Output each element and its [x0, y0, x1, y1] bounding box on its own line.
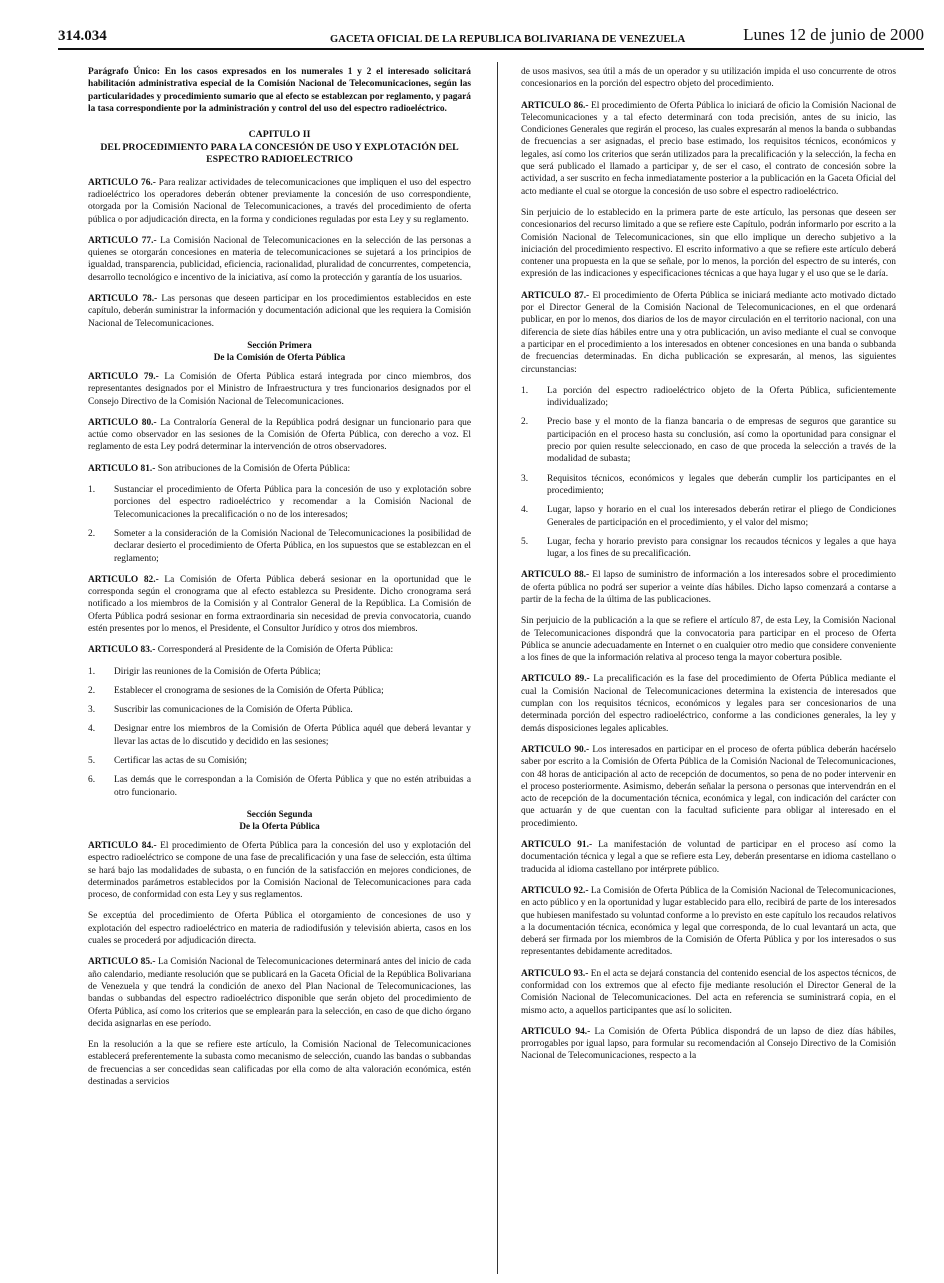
- article-label: ARTICULO 86.-: [521, 100, 589, 111]
- article-76: [88, 177, 471, 226]
- list-text: Certificar las actas de su Comisión;: [114, 756, 248, 767]
- article-label: ARTICULO 91.-: [521, 840, 593, 851]
- list-item: [88, 704, 471, 716]
- article-text: Para realizar actividades de telecomunicaciones que impliquen el uso del espectro radioeléctrico los operadores deberán obtener previamente la concesión de uso correspondiente, otorgada por la Comisión Nacional de Telecomunicaciones, a través del procedimiento de oferta pública o por adjudicación directa, en la forma y condiciones reguladas por esta Ley y su reglamento.: [88, 177, 471, 225]
- article-text: La Comisión Nacional de Telecomunicaciones determinará antes del inicio de cada año calendario, mediante resolución que se publicará en la Gaceta Oficial de la República Bolivariana de Venezuela y que tendrá la condición de anexo del Plan Nacional de Telecomunicaciones, las bandas o subbandas del espectro radioeléctrico disponible que serán objeto del procedimiento de Oferta Pública, así como los criterios que se emplearán para la selección, en caso de que dicho órgano decida asignarlas en ese período.: [88, 957, 471, 1029]
- article-81: [88, 463, 471, 475]
- article-77: [88, 235, 471, 284]
- list-number: 1.: [521, 385, 529, 396]
- list-item: [521, 416, 896, 465]
- list-item: [88, 774, 471, 799]
- list-number: 1.: [88, 485, 96, 496]
- article-88: [521, 569, 896, 606]
- article-text: En el acta se dejará constancia del contenido esencial de los aspectos técnicos, de conformidad con los extremos que al efecto fije mediante resolución el Director General de la Comisión Nacional de Telecomunicaciones. Del acta en referencia se suministrará copia, en el mismo acto, a aquellos participantes que así lo soliciten.: [521, 968, 897, 1016]
- article-text: El procedimiento de Oferta Pública se iniciará mediante acto motivado dictado por el Director General de la Comisión Nacional de Telecomunicaciones, en el que ordenará publicar, en por lo menos, dos diarios de los de mayor circulación en el territorio nacional, con una diferencia de siete días hábiles entre una y otra publicación, un aviso mediante el cual se convoque a participar en el procedimiento a los interesados en obtener concesiones en una banda o subbanda de frecuencias determinadas. En dicha publicación se expresarán, al menos, las siguientes circunstancias:: [521, 290, 896, 375]
- article-text: Las personas que deseen participar en los procedimientos establecidos en este capítulo, deberán suministrar la información y documentación adicional que les requiera la Comisión Nacional de Telecomunicaciones.: [88, 294, 471, 329]
- list-text: Sustanciar el procedimiento de Oferta Pública para la concesión de uso y explotación sobre porciones del espectro radioeléctrico y recomendar a la Comisión Nacional de Telecomunicaciones la precalificación o no de los interesados;: [114, 485, 471, 520]
- article-text: La manifestación de voluntad de participar en el proceso así como la documentación técnica y legal a que se refiere esta Ley, deberán presentarse en idioma castellano o traducida al idioma castellano por intérprete público.: [521, 840, 896, 875]
- article-85: [88, 956, 471, 1030]
- article-84: [88, 840, 471, 901]
- list-item: [88, 723, 471, 748]
- article-label: ARTICULO 94.-: [521, 1026, 591, 1037]
- chapter-number: CAPITULO II: [248, 129, 311, 141]
- list-number: 6.: [88, 775, 96, 786]
- page-number: 314.034: [58, 28, 107, 44]
- article-text: La precalificación es la fase del procedimiento de Oferta Pública mediante el cual la Comisión Nacional de Telecomunicaciones determina la existencia de interesados que cumplan con los requisitos técnicos, económicos y legales para ser concesionarios de una determinada porción del espectro radioeléctrico, conforme a las condiciones generales, la ley y demás disposiciones legales aplicables.: [521, 674, 896, 734]
- list-item: [88, 685, 471, 697]
- article-85-paragraph-2: En la resolución a la que se refiere este artículo, la Comisión Nacional de Telecomunicaciones establecerá preferentemente la subasta como mecanismo de selección, cuando las bandas o subbandas de frecuencias a ser concedidas sean calificadas por ella como de alta valoración económica, estén destinadas a servicios: [88, 1040, 471, 1088]
- article-label: ARTICULO 82.-: [88, 574, 159, 585]
- article-text: El procedimiento de Oferta Pública lo iniciará de oficio la Comisión Nacional de Telecomunicaciones y a tal efecto determinará con toda precisión, antes de su inicio, las Condiciones Generales que regirán el proceso, las cuales expresarán al menos la banda o subbandas de frecuencias a ser asignadas, el precio base estimado, los requisitos técnicos, económicos y legales, así como los criterios que serán utilizados para la precalificación y la selección, la fecha en que será publicado el llamado a participar y, de ser el caso, el contrato de concesión sobre la actividad, a ser suscrito en fecha inmediatamente posterior a la publicación en la Gaceta Oficial del acto mediante el cual se otorgue la concesión de uso sobre el espectro radioeléctrico.: [521, 100, 896, 197]
- paragraph-unico: Parágrafo Único: En los casos expresados en los numerales 1 y 2 el interesado solicitará habilitación administrativa especial de la Comisión Nacional de Telecomunicaciones, según las particularidades y procedimiento sumario que al efecto se establezcan por reglamento, y pagará la tasa correspondiente por la administración y control del uso del espectro radioeléctrico.: [88, 67, 471, 114]
- list-number: 1.: [88, 666, 96, 677]
- article-label: ARTICULO 77.-: [88, 235, 157, 246]
- article-83: [88, 644, 471, 656]
- article-label: ARTICULO 88.-: [521, 570, 590, 581]
- article-78: [88, 293, 471, 330]
- list-number: 3.: [521, 473, 529, 484]
- list-text: Las demás que le correspondan a la Comisión de Oferta Pública y que no estén atribuidas a otro funcionario.: [114, 775, 471, 798]
- article-label: ARTICULO 79.-: [88, 371, 159, 382]
- article-86: [521, 100, 896, 198]
- column-divider: [497, 62, 498, 1274]
- article-82: [88, 574, 471, 635]
- section-title: Sección Segunda: [246, 808, 313, 819]
- article-84-paragraph-2: Se exceptúa del procedimiento de Oferta Pública el otorgamiento de concesiones de uso y explotación del espectro radioeléctrico en materia de radiodifusión y televisión abierta, casos en los cuales se procederá por adjudicación directa.: [88, 911, 471, 947]
- list-text: Lugar, fecha y horario previsto para consignar los recaudos técnicos y legales a que haya lugar, a los fines de su precalificación.: [547, 536, 896, 560]
- section-heading: [88, 339, 471, 363]
- article-90: [521, 744, 896, 830]
- article-label: ARTICULO 89.-: [521, 674, 590, 685]
- article-text: La Comisión de Oferta Pública dispondrá de un lapso de diez días hábiles, prorrogables por igual lapso, para formular su recomendación al Consejo Directivo de la Comisión Nacional de Telecomunicaciones, respecto a la: [521, 1026, 896, 1062]
- list-number: 2.: [88, 685, 96, 696]
- article-label: ARTICULO 81.-: [88, 463, 156, 474]
- list-number: 4.: [521, 505, 529, 516]
- article-91: [521, 839, 896, 876]
- article-text: La Comisión de Oferta Pública estará integrada por cinco miembros, dos representantes designados por el Ministro de Infraestructura y tres funcionarios designados por el Consejo Directivo de la Comisión Nacional de Telecomunicaciones.: [88, 371, 471, 407]
- article-93: [521, 968, 896, 1017]
- list-item: [88, 484, 471, 521]
- list-number: 2.: [521, 417, 529, 428]
- article-92: [521, 885, 896, 959]
- list-item: [521, 385, 896, 410]
- list-text: La porción del espectro radioeléctrico objeto de la Oferta Pública, suficientemente individualizado;: [547, 385, 896, 409]
- gazette-title: GACETA OFICIAL DE LA REPUBLICA BOLIVARIANA DE VENEZUELA: [330, 34, 686, 45]
- article-text: Los interesados en participar en el proceso de oferta pública deberán hacérselo saber por escrito a la Comisión de Oferta Pública de la Comisión Nacional de Telecomunicaciones, con 48 horas de anticipación al acto de recepción de documentos, so pena de no poder intervenir en el proceso posteriormente. Asimismo, deberán señalar la persona o personas que intervendrán en el acto de recepción de la documentación técnica, económica y legal, con indicación del carácter con que actuarán y de que cuentan con la facultad suficiente para obligar al interesado en el procedimiento.: [521, 744, 896, 829]
- section-subtitle: De la Comisión de Oferta Pública: [213, 351, 346, 362]
- list-number: 2.: [88, 528, 96, 539]
- article-label: ARTICULO 80.-: [88, 417, 157, 428]
- article-label: ARTICULO 93.-: [521, 968, 589, 979]
- list-item: [521, 504, 896, 529]
- list-number: 4.: [88, 724, 96, 735]
- list-item: [521, 536, 896, 561]
- article-86-paragraph-2: Sin perjuicio de lo establecido en la primera parte de este artículo, las personas que deseen ser concesionarios del recurso limitado a que se refiere este Capítulo, podrán informarlo por escrito a la Comisión Nacional de Telecomunicaciones, sin que ello implique un derecho subjetivo a la iniciación del procedimiento respectivo. El escrito informativo a que se refiere este artículo deberá contener una propuesta en la que se señale, por lo menos, la porción del espectro de su interés, con expresión de las indicaciones y especificaciones técnicas a que haya lugar y el uso que se le daría.: [521, 207, 896, 280]
- list-text: Suscribir las comunicaciones de la Comisión de Oferta Pública.: [114, 705, 353, 716]
- list-text: Dirigir las reuniones de la Comisión de Oferta Pública;: [114, 666, 321, 677]
- list-item: [88, 755, 471, 767]
- article-label: ARTICULO 92.-: [521, 885, 589, 896]
- article-80: [88, 417, 471, 454]
- continued-paragraph: de usos masivos, sea útil a más de un operador y su utilización impida el uso concurrente de otros concesionarios en la porción del espectro objeto del procedimiento.: [521, 67, 896, 90]
- article-89: [521, 673, 896, 734]
- list-text: Precio base y el monto de la fianza bancaria o de empresas de seguros que garantice su participación en el proceso hasta su conclusión, así como la oportunidad para consignar el precio por quien resulte seleccionado, en caso de que proceda la selección a través de la modalidad de subasta;: [547, 417, 896, 465]
- list-text: Designar entre los miembros de la Comisión de Oferta Pública aquél que deberá levantar y llevar las actas de lo discutido y decidido en las sesiones;: [114, 724, 471, 747]
- article-label: ARTICULO 90.-: [521, 744, 590, 755]
- article-text: La Comisión de Oferta Pública deberá sesionar en la oportunidad que le corresponda según el cronograma que al efecto establezca su Presidente. Dicho cronograma será notificado a los miembros de la Comisión y al Contralor General de la República. La Comisión de Oferta Pública podrá sesionar en forma extraordinaria sin necesidad de previa convocatoria, cuando estén presentes por lo menos, el Presidente, el Consultor Jurídico y otros dos miembros.: [88, 574, 471, 634]
- issue-date: Lunes 12 de junio de 2000: [743, 25, 924, 44]
- list-number: 3.: [88, 705, 96, 716]
- article-label: ARTICULO 83.-: [88, 645, 156, 656]
- article-label: ARTICULO 85.-: [88, 957, 156, 968]
- article-79: [88, 371, 471, 408]
- article-94: [521, 1026, 896, 1063]
- section-title: Sección Primera: [247, 339, 312, 350]
- article-87: [521, 290, 896, 376]
- list-text: Someter a la consideración de la Comisión Nacional de Telecomunicaciones la posibilidad de declarar desierto el procedimiento de Oferta Pública, en los supuestos que se establezcan en el reglamento;: [114, 528, 471, 564]
- page-header: [58, 20, 924, 50]
- list-number: 5.: [88, 756, 96, 767]
- article-text: El lapso de suministro de información a los interesados sobre el procedimiento de oferta pública no podrá ser superior a veinte días hábiles. Dicho lapso comenzará a contarse a partir de la fecha de la última de las publicaciones.: [521, 570, 896, 605]
- article-83-list: [88, 666, 471, 799]
- article-81-list: [88, 484, 471, 565]
- list-item: [521, 473, 896, 498]
- list-item: [88, 528, 471, 565]
- article-text: La Contraloría General de la República podrá designar un funcionario para que actúe como observador en las sesiones de la Comisión de Oferta Pública, con derecho a voz. El reglamento de esta Ley podrá determinar la intervención de otros observadores.: [88, 417, 471, 453]
- article-text: Son atribuciones de la Comisión de Oferta Pública:: [155, 463, 351, 474]
- article-text: La Comisión de Oferta Pública de la Comisión Nacional de Telecomunicaciones, en acto público y en la oportunidad y lugar establecido para ello, recibirá de parte de los interesados que hubiesen manifestado su voluntad conforme a lo previsto en este capítulo los recaudos relativos a la documentación técnica, económica y legal que corresponda, de lo cual levantará un acta, que deberá ser firmada por los miembros de la Comisión de Oferta Pública y por los interesados o sus representantes debidamente acreditados.: [521, 885, 896, 958]
- list-text: Establecer el cronograma de sesiones de la Comisión de Oferta Pública;: [114, 685, 384, 696]
- chapter-title: DEL PROCEDIMIENTO PARA LA CONCESIÓN DE USO Y EXPLOTACIÓN DEL ESPECTRO RADIOELECTRICO: [100, 141, 459, 166]
- list-text: Requisitos técnicos, económicos y legales que deberán cumplir los participantes en el procedimiento;: [547, 473, 896, 496]
- list-item: [88, 666, 471, 678]
- list-number: 5.: [521, 536, 529, 547]
- article-label: ARTICULO 84.-: [88, 840, 157, 851]
- article-text: La Comisión Nacional de Telecomunicaciones en la selección de las personas a quienes se otorgarán concesiones en materia de telecomunicaciones se sujetará a los principios de igualdad, transparencia, publicidad, eficiencia, racionalidad, pluralidad de concurrentes, competencia, desarrollo tecnológico e incentivo de la iniciativa, así como la protección y garantía de los usuarios.: [88, 235, 471, 283]
- article-label: ARTICULO 76.-: [88, 177, 156, 188]
- left-column: [88, 66, 471, 1097]
- article-text: Corresponderá al Presidente de la Comisión de Oferta Pública:: [155, 645, 394, 656]
- article-label: ARTICULO 78.-: [88, 294, 158, 305]
- article-label: ARTICULO 87.-: [521, 290, 590, 301]
- article-87-list: [521, 385, 896, 561]
- right-column: [521, 66, 896, 1072]
- section-heading: [88, 808, 471, 832]
- article-text: El procedimiento de Oferta Pública para la concesión del uso y explotación del espectro radioeléctrico se compone de una fase de precalificación y una fase de selección, esta última se hará bajo las modalidades de subasta, o en función de la satisfacción en mejores condiciones, de determinados parámetros establecidos por la Comisión Nacional de Telecomunicaciones para cada proceso, de conformidad con esta Ley y sus reglamentos.: [88, 840, 471, 901]
- chapter-heading: [88, 129, 471, 167]
- list-text: Lugar, lapso y horario en el cual los interesados deberán retirar el pliego de Condiciones Generales de participación en el procedimiento, y el valor del mismo;: [547, 505, 896, 528]
- section-subtitle: De la Oferta Pública: [239, 820, 320, 831]
- article-88-paragraph-2: Sin perjuicio de la publicación a la que se refiere el artículo 87, de esta Ley, la Comisión Nacional de Telecomunicaciones dispondrá que la convocatoria para participar en el proceso de Oferta Pública se anuncie adecuadamente en Internet o en cualquier otro medio que considere conveniente a los fines de que la información relativa al proceso tenga la mayor cobertura posible.: [521, 616, 896, 664]
